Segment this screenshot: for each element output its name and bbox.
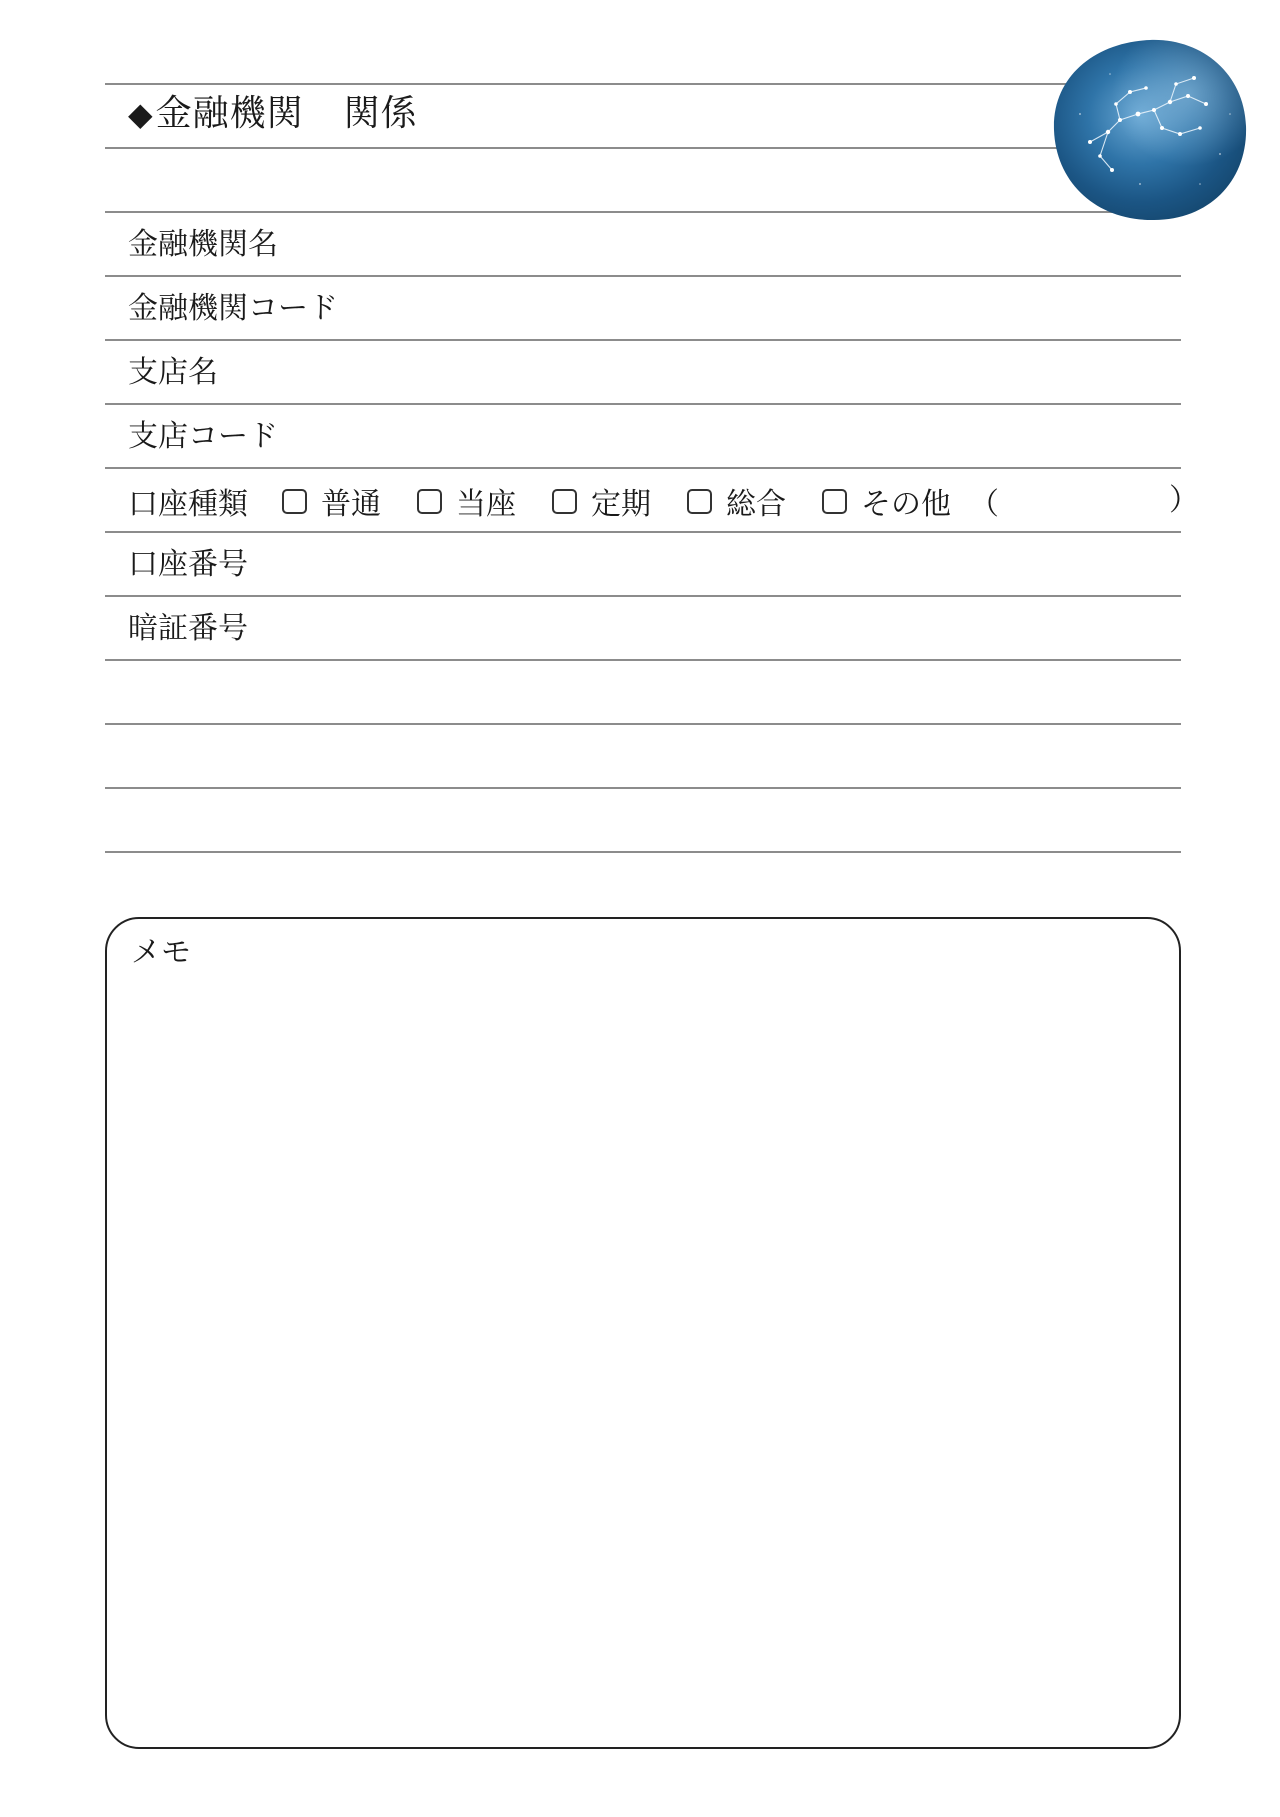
rule-line (105, 467, 1181, 469)
constellation-moon-icon (1050, 34, 1250, 224)
checkbox[interactable] (417, 489, 442, 514)
option-sougou[interactable] (687, 479, 786, 523)
option-label: 定期 (591, 487, 651, 522)
option-teiki[interactable] (552, 479, 651, 523)
rule-line (105, 787, 1181, 789)
rule-line (105, 147, 1181, 149)
option-sonota[interactable] (822, 479, 999, 523)
title-sub: 関係 (343, 93, 418, 134)
memo-box[interactable] (105, 917, 1181, 1749)
rule-line (105, 595, 1181, 597)
checkbox[interactable] (282, 489, 307, 514)
account-type-row (128, 481, 999, 521)
rule-line (105, 531, 1181, 533)
option-futsu[interactable] (282, 479, 381, 523)
bank-code-label: 金融機関コード (128, 291, 338, 326)
title-main: 金融機関 (155, 93, 304, 134)
checkbox[interactable] (687, 489, 712, 514)
checkbox[interactable] (552, 489, 577, 514)
rule-line (105, 339, 1181, 341)
option-label: その他 (861, 487, 951, 522)
account-number-label: 口座番号 (128, 547, 248, 582)
branch-code-label: 支店コード (128, 419, 278, 454)
bank-name-label: 金融機関名 (128, 227, 278, 262)
rule-line (105, 211, 1181, 213)
account-type-label: 口座種類 (128, 487, 248, 522)
rule-line (105, 83, 1181, 85)
option-label: 総合 (726, 487, 786, 522)
option-label: 当座 (456, 487, 516, 522)
diamond-icon: ◆ (128, 95, 154, 133)
rule-line (105, 851, 1181, 853)
pin-label: 暗証番号 (128, 611, 248, 646)
rule-line (105, 659, 1181, 661)
option-touza[interactable] (417, 479, 516, 523)
rule-line (105, 275, 1181, 277)
rule-line (105, 723, 1181, 725)
option-label: 普通 (321, 487, 381, 522)
paren-open: （ (969, 487, 999, 522)
branch-name-label: 支店名 (128, 355, 218, 390)
paren-close: ） (1169, 483, 1199, 518)
page-title (128, 92, 418, 136)
rule-line (105, 403, 1181, 405)
checkbox[interactable] (822, 489, 847, 514)
memo-label: メモ (131, 935, 191, 970)
